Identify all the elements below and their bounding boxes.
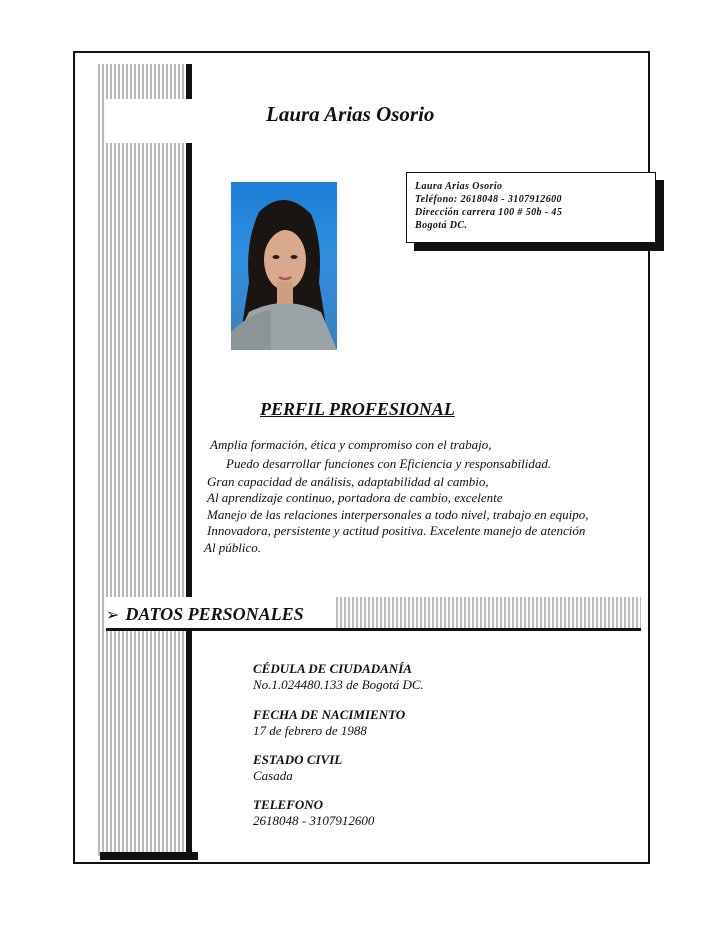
contact-name: Laura Arias Osorio xyxy=(415,181,503,192)
contact-city: Bogotá DC. xyxy=(415,220,468,231)
portrait-photo xyxy=(231,182,337,350)
profile-line-7: Al público. xyxy=(204,540,262,555)
portrait-icon xyxy=(231,182,337,350)
profile-line-4: Al aprendizaje continuo, portadora de cambio, excelente xyxy=(207,490,503,505)
personal-section-title xyxy=(106,604,304,625)
profile-line-2: Puedo desarrollar funciones con Eficiencia y responsabilidad. xyxy=(226,456,552,471)
personal-section-rule xyxy=(106,628,641,631)
profile-line-1: Amplia formación, ética y compromiso con el trabajo, xyxy=(210,437,492,452)
resume-name-title: Laura Arias Osorio xyxy=(266,102,435,126)
contact-phone: Teléfono: 2618048 - 3107912600 xyxy=(415,194,562,205)
phone-value: 2618048 - 3107912600 xyxy=(253,813,375,828)
profile-line-5: Manejo de las relaciones interpersonales a todo nivel, trabajo en equipo, xyxy=(207,507,589,522)
birth-date-label: FECHA DE NACIMIENTO xyxy=(253,707,406,722)
phone-label: TELEFONO xyxy=(253,797,324,812)
birth-date-value: 17 de febrero de 1988 xyxy=(253,723,367,738)
id-card-value: No.1.024480.133 de Bogotá DC. xyxy=(253,677,424,692)
contact-address: Dirección carrera 100 # 50b - 45 xyxy=(415,207,563,218)
contact-box xyxy=(406,172,656,243)
side-stripe-shadow xyxy=(100,852,198,860)
personal-section-title-text: DATOS PERSONALES xyxy=(125,604,304,624)
decorative-side-stripe xyxy=(96,64,192,856)
marital-status-label: ESTADO CIVIL xyxy=(253,752,343,767)
marital-status-value: Casada xyxy=(253,768,293,783)
profile-line-6: Innovadora, persistente y actitud positiva. Excelente manejo de atención xyxy=(207,523,586,538)
profile-section-title: PERFIL PROFESIONAL xyxy=(260,399,455,419)
id-card-label: CÉDULA DE CIUDADANÍA xyxy=(253,661,412,676)
profile-line-3: Gran capacidad de análisis, adaptabilidad al cambio, xyxy=(207,474,489,489)
arrow-bullet-icon: ➢ xyxy=(106,605,120,624)
